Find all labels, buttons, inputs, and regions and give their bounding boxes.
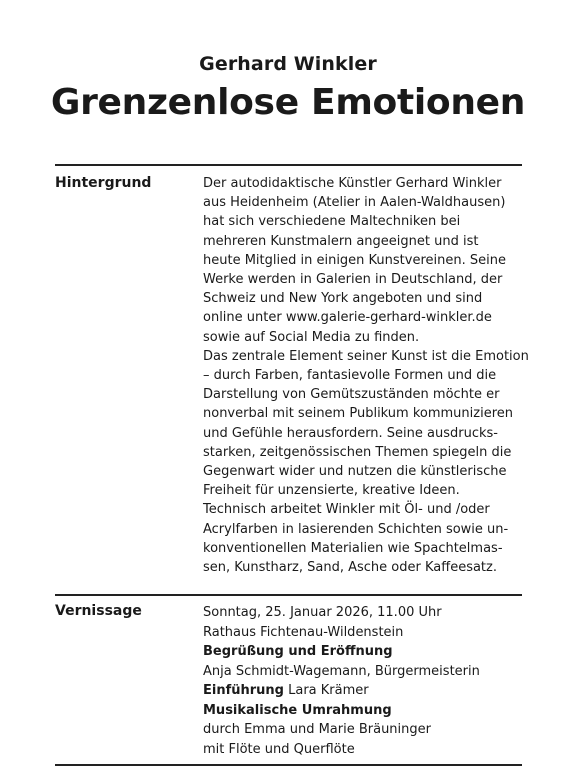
background-line: Schweiz und New York angeboten und sind	[203, 291, 483, 307]
intro-speaker: Lara Krämer	[288, 683, 369, 698]
music-performers: durch Emma und Marie Bräuninger	[203, 722, 431, 737]
divider-bottom	[55, 764, 522, 766]
background-line: Darstellung von Gemütszuständen möchte er	[203, 387, 500, 403]
background-line: online unter www.galerie-gerhard-winkler.de	[203, 310, 492, 326]
background-line: Freiheit für unzensierte, kreative Ideen.	[203, 483, 460, 499]
event-venue: Rathaus Fichtenau-Wildenstein	[203, 624, 404, 640]
divider-middle	[55, 594, 522, 596]
background-line: heute Mitglied in einigen Kunstvereinen. Seine	[203, 252, 506, 268]
vernissage-text	[203, 603, 528, 759]
background-line: aus Heidenheim (Atelier in Aalen-Waldhausen)	[203, 195, 506, 211]
background-line: Der autodidaktische Künstler Gerhard Winkler	[203, 176, 502, 191]
background-line: Acrylfarben in lasierenden Schichten sowie un-	[203, 521, 509, 537]
background-line: starken, zeitgenössischen Themen spiegeln die	[203, 444, 512, 460]
author-name: Gerhard Winkler	[199, 53, 377, 75]
background-line: – durch Farben, fantasievolle Formen und die	[203, 368, 497, 384]
background-line: Das zentrale Element seiner Kunst ist die Emotion	[203, 348, 529, 364]
section-label-background: Hintergrund	[55, 175, 152, 191]
background-line: Technisch arbeitet Winkler mit Öl- und /oder	[203, 502, 490, 518]
page-title: Grenzenlose Emotionen	[50, 82, 526, 123]
section-label-vernissage: Vernissage	[55, 603, 142, 619]
music-heading: Musikalische Umrahmung	[203, 702, 392, 718]
background-line: nonverbal mit seinem Publikum kommunizieren	[203, 406, 514, 422]
background-line: sen, Kunstharz, Sand, Asche oder Kaffeesatz.	[203, 560, 497, 576]
background-line: und Gefühle herausfordern. Seine ausdrucks-	[203, 425, 498, 441]
background-line: konventionellen Materialien wie Spachtelmas-	[203, 540, 503, 556]
background-line: mehreren Kunstmalern angeeignet und ist	[203, 233, 479, 249]
welcome-heading: Begrüßung und Eröffnung	[203, 644, 393, 659]
music-instruments: mit Flöte und Querflöte	[203, 741, 355, 757]
intro-heading: Einführung	[203, 683, 284, 698]
background-line: Werke werden in Galerien in Deutschland, der	[203, 272, 503, 288]
welcome-speaker: Anja Schmidt-Wagemann, Bürgermeisterin	[203, 663, 480, 679]
background-text	[203, 174, 528, 577]
event-date-time: Sonntag, 25. Januar 2026, 11.00 Uhr	[203, 605, 442, 620]
divider-top	[55, 164, 522, 166]
background-line: Gegenwart wider und nutzen die künstlerische	[203, 464, 507, 480]
intro-line	[203, 681, 528, 701]
background-line: hat sich verschiedene Maltechniken bei	[203, 214, 461, 230]
background-line: sowie auf Social Media zu finden.	[203, 329, 420, 345]
